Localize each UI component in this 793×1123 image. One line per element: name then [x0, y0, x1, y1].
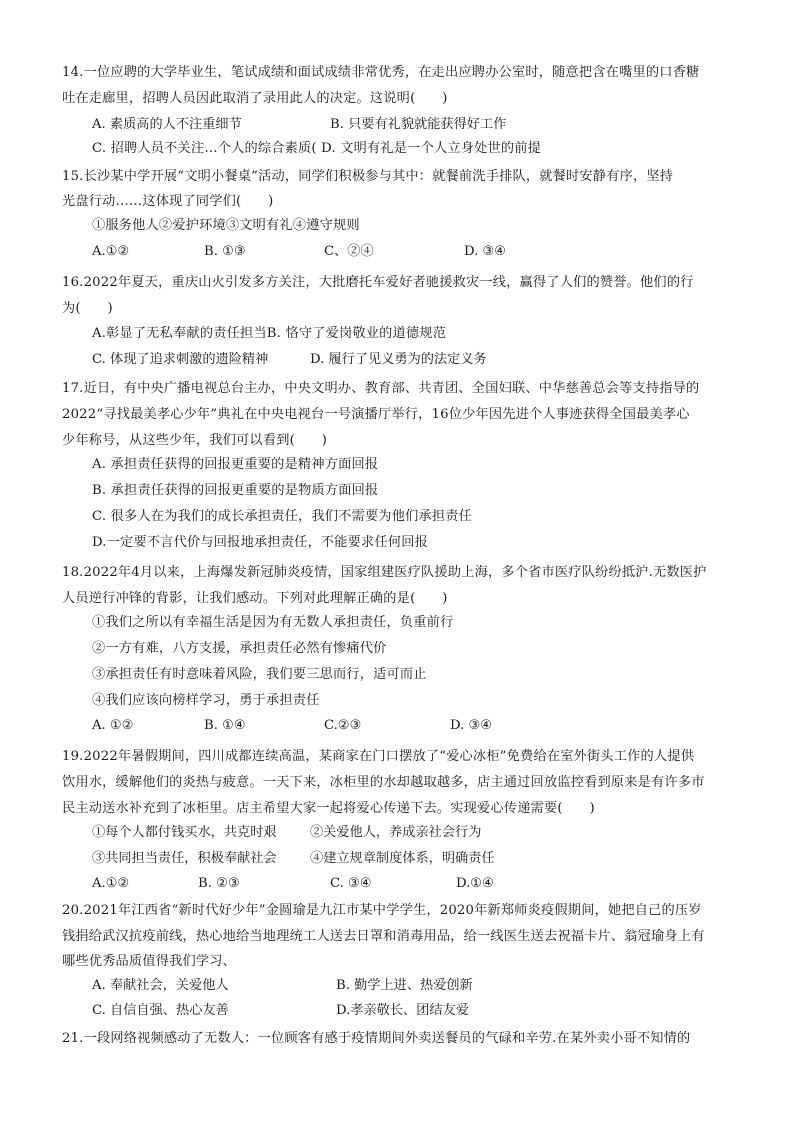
- q15-stem-line2: 光盘行动……这体现了同学们( ): [62, 194, 274, 209]
- q17-option-c: C. 很多人在为我们的成长承担责任，我们不需要为他们承担责任: [92, 509, 473, 524]
- q17-option-d: D.一定要不言代价与回报地承担责任，不能要求任何回报: [92, 535, 428, 550]
- q15-option-a: A.①②: [92, 244, 130, 259]
- q19-item-4: ④建立规章制度体系，明确责任: [310, 851, 495, 866]
- q15-items: ①服务他人②爱护环境③文明有礼④遵守规则: [92, 218, 360, 233]
- q18-item-1: ①我们之所以有幸福生活是因为有无数人承担责任，负重前行: [92, 615, 454, 630]
- q16-option-d: D. 履行了见义勇为的法定义务: [310, 352, 487, 367]
- q20-option-c: C. 自信自强、热心友善: [92, 1003, 229, 1018]
- q14-stem-line2: 吐在走廊里，招聘人员因此取消了录用此人的决定。这说明( ): [62, 91, 448, 106]
- q19-item-2: ②关爱他人，养成亲社会行为: [310, 825, 482, 840]
- q14-stem-line1: 14.一位应聘的大学毕业生，笔试成绩和面试成绩非常优秀，在走出应聘办公室时，随意把含在嘴里的口香糖: [62, 65, 700, 80]
- q18-item-3: ③承担责任有时意味着风险，我们要三思而行，适可而止: [92, 667, 427, 682]
- q19-stem-line1: 19.2022年暑假期间，四川成都连续高温，某商家在门口摆放了“爱心冰柜”免费给在室外街头工作的人提供: [62, 749, 695, 764]
- q17-stem-line1: 17.近日，有中央广播电视总台主办，中央文明办、教育部、共青团、全国妇联、中华慈善总会等支持指导的: [62, 381, 700, 396]
- q20-option-d: D.孝亲敬长、团结友爱: [336, 1003, 469, 1018]
- q19-option-c: C. ③④: [330, 876, 372, 891]
- q20-option-a: A. 奉献社会，关爱他人: [92, 978, 229, 993]
- q20-stem-line3: 哪些优秀品质值得我们学习、: [62, 954, 237, 969]
- q20-option-b: B. 勤学上进、热爱创新: [336, 978, 473, 993]
- q17-stem-line2: 2022“寻找最美孝心少年”典礼在中央电视台一号演播厅举行，16位少年因先进个人事迹获得全国最美孝心: [62, 407, 690, 422]
- q19-option-d: D.①④: [456, 876, 494, 891]
- q19-item-1: ①每个人都付钱买水，共克时艰: [92, 825, 277, 840]
- q18-stem-line2: 人员逆行冲锋的背影，让我们感动。下列对此理解正确的是( ): [62, 591, 448, 606]
- q18-option-d: D. ③④: [450, 718, 493, 733]
- q15-option-d: D. ③④: [464, 244, 507, 259]
- q19-option-a: A.①②: [92, 876, 130, 891]
- q15-stem-line1: 15.长沙某中学开展“文明小餐桌”活动，同学们积极参与其中：就餐前洗手排队，就餐时安静有序，坚持: [62, 169, 674, 184]
- q19-options: [92, 875, 733, 893]
- q15-option-c: C、②④: [324, 244, 374, 259]
- q17-stem-line3: 少年称号，从这些少年，我们可以看到( ): [62, 433, 328, 448]
- q14-options-row1: [92, 116, 733, 134]
- q19-item-3: ③共同担当责任，积极奉献社会: [92, 851, 277, 866]
- q21-stem-line1: 21.一段网络视频感动了无数人：一位顾客有感于疫情期间外卖送餐员的气碌和辛劳.在某外卖小哥不知情的: [62, 1031, 691, 1046]
- q18-option-b: B. ①④: [204, 718, 246, 733]
- q20-stem-line2: 钱捐给武汉抗疫前线，热心地给当地理统工人送去日罩和消毒用品，给一线医生送去祝福卡片、翁冠瑜身上有: [62, 929, 705, 944]
- q16-option-c: C. 体现了追求刺激的遗险精神: [92, 352, 269, 367]
- q19-stem-line2: 饮用水，缓解他们的炎热与疲意。一天下来，冰柜里的水却越取越多，店主通过回放监控看到原来是有许多市: [62, 775, 705, 790]
- q20-options-row2: [92, 1002, 733, 1020]
- q14-option-a: A. 素质高的人不注重细节: [92, 117, 242, 132]
- q14-options-row2: C. 招聘人员不关注…个人的综合素质( D. 文明有礼是一个人立身处世的前提: [92, 141, 542, 156]
- q18-stem-line1: 18.2022年4月以来，上海爆发新冠肺炎疫情，国家组建医疗队援助上海，多个省市医疗队纷纷抵沪.无数医护: [62, 565, 707, 580]
- q16-stem-line1: 16.2022年夏天，重庆山火引发多方关注，大批磨托车爱好者驰援救灾一线，赢得了人们的赞誉。他们的行: [62, 275, 694, 290]
- q16-options-ab: A.彰显了无私奉献的责任担当B. 恪守了爱岗敬业的道德规范: [92, 326, 447, 341]
- q18-item-2: ②一方有难，八方支援，承担责任必然有惨痛代价: [92, 641, 387, 656]
- q18-option-c: C.②③: [324, 718, 362, 733]
- q17-option-b: B. 承担责任获得的回报更重要的是物质方面回报: [92, 483, 379, 498]
- q15-option-b: B. ①③: [204, 244, 246, 259]
- q18-item-4: ④我们应该向榜样学习，勇于承担责任: [92, 693, 320, 708]
- q20-options-row1: [92, 977, 733, 995]
- q16-options-cd: [92, 351, 733, 369]
- q19-items-row1: [92, 824, 733, 842]
- q15-options: [92, 243, 733, 261]
- q14-option-b: B. 只要有礼貌就能获得好工作: [330, 117, 507, 132]
- q17-option-a: A. 承担责任获得的回报更重要的是精神方面回报: [92, 457, 379, 472]
- q16-stem-line2: 为( ): [62, 301, 113, 316]
- q19-option-b: B. ②③: [198, 876, 240, 891]
- q18-options: [92, 717, 733, 735]
- q19-stem-line3: 民主动送水补充到了冰柜里。店主希望大家一起将爱心传递下去。实现爱心传递需要( ): [62, 801, 595, 816]
- q20-stem-line1: 20.2021年江西省“新时代好少年”金圆瑜是九江市某中学学生，2020年新郑师炎疫假期间，她把自己的压岁: [62, 903, 702, 918]
- q18-option-a: A. ①②: [92, 718, 134, 733]
- q19-items-row2: [92, 850, 733, 868]
